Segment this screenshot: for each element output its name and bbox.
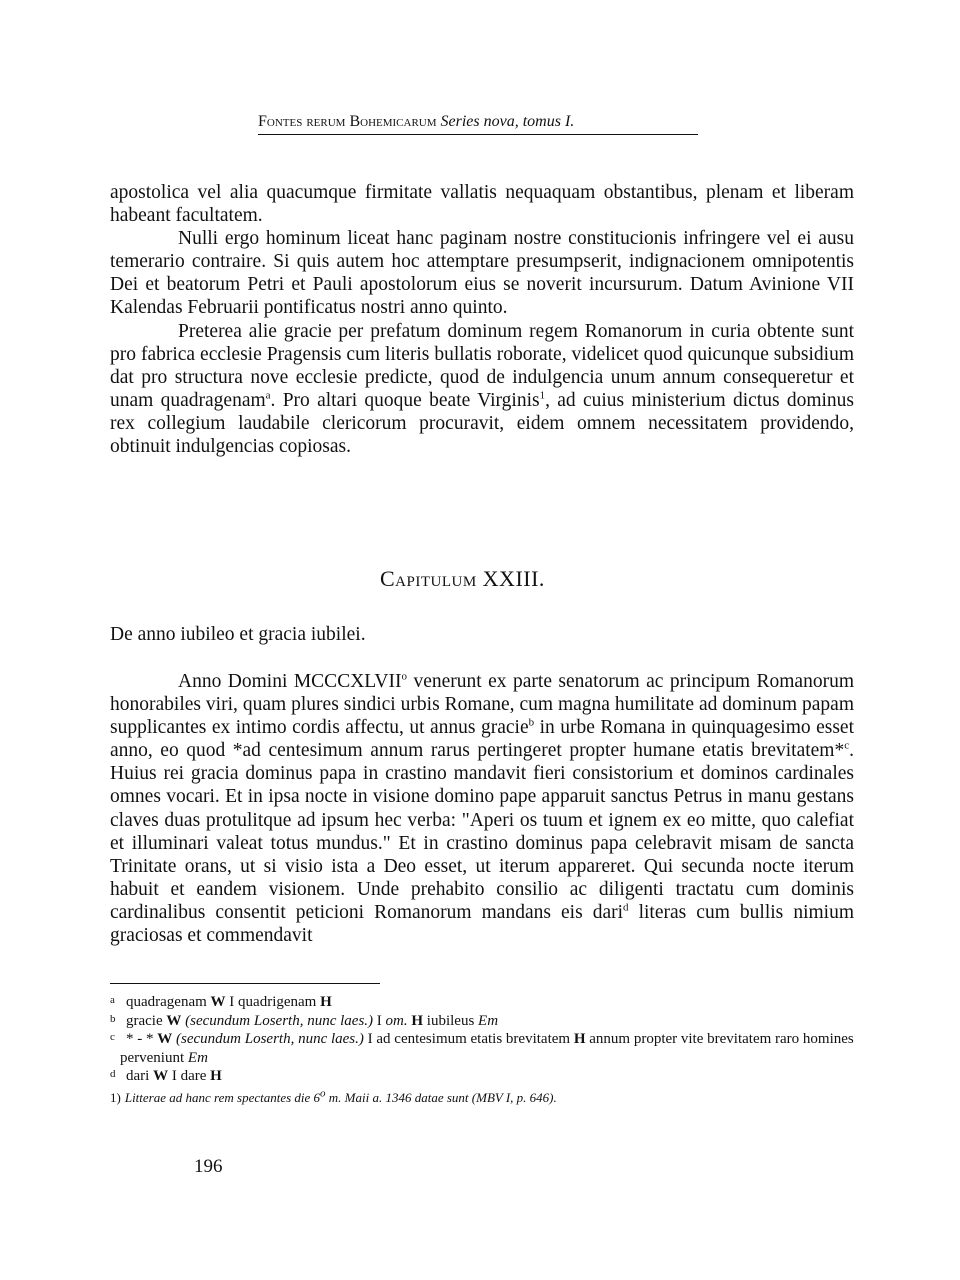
- footnote-number: 1): [110, 1089, 121, 1105]
- chapter-subtitle: De anno iubileo et gracia iubilei.: [110, 624, 366, 645]
- footnote-b: [110, 1012, 854, 1031]
- siglum: H: [573, 1031, 586, 1048]
- text-run: I dare: [168, 1068, 211, 1085]
- siglum: H: [411, 1012, 424, 1029]
- footnote-label: d: [110, 1068, 116, 1081]
- text-run: * - *: [126, 1031, 158, 1048]
- running-head-rule: [258, 134, 698, 135]
- note-marker: d: [623, 901, 629, 914]
- footnote-c: [110, 1030, 854, 1067]
- footnote-label: c: [110, 1031, 115, 1044]
- text-run: . Pro altari quoque beate Virginis: [270, 389, 540, 411]
- italic-run: (secundum Loserth, nunc laes.): [172, 1031, 364, 1048]
- running-head: [258, 112, 698, 132]
- text-run: I quadrigenam: [225, 994, 321, 1010]
- footnote-a: [110, 993, 854, 1012]
- siglum: H: [210, 1068, 222, 1085]
- text-run: Preterea alie gracie per prefatum dominum regem Romanorum in curia obtente sunt pro fabrica ecclesie Pragensis cum literis bullatis roborate, videlicet quod quicunque subsidium dat pro structura nove ecclesie predicte, quod de indulgencia unum annum consequeretur et unam quadragenam: [110, 320, 854, 411]
- text-run: annum propter vite brevitatem raro homines perveniunt: [120, 1031, 854, 1066]
- siglum: W: [166, 1012, 182, 1029]
- note-marker: c: [844, 739, 850, 752]
- text-run: I ad centesimum etatis brevitatem: [363, 1031, 574, 1048]
- text-run: venerunt ex parte senatorum ac principum Romanorum honorabiles viri, quam plures sindici urbis Romane, cum magna humilitate ad dominum papam supplicantes ex intimo cordis affectu, ut annus gracie: [110, 671, 854, 739]
- page-number: 196: [194, 1156, 223, 1177]
- text-run: apostolica vel alia quacumque firmitate vallatis nequaquam obstantibus, plenam et liberam habeant facultatem.: [110, 182, 854, 227]
- text-run: quadragenam: [126, 994, 211, 1010]
- note-marker: o: [401, 670, 407, 683]
- text-run: , ad cuius ministerium dictus dominus rex collegium laudabile clericorum procuravit, eidem omnem necessitatem providendo, obtinuit indulgencias copiosas.: [110, 389, 854, 458]
- text-run: iubileus: [423, 1012, 479, 1029]
- note-marker: o: [320, 1087, 326, 1100]
- text-run: gracie: [126, 1012, 167, 1029]
- paragraph: [110, 181, 854, 227]
- text-run: literas cum bullis nimium graciosas et commendavit: [110, 901, 854, 947]
- footnotes: [110, 993, 854, 1108]
- italic-run: (secundum Loserth, nunc laes.): [181, 1012, 374, 1029]
- paragraph: [110, 227, 854, 319]
- text-run: . Huius rei gracia dominus papa in crastino mandavit fieri consistorium et dominos cardinales omnes vocari. Et in ipsa nocte in visione domino pape apparuit sanctus Petrus in manu gestans claves duas protulitque ad ipsum hec verba: "Aperi os tuum et ignem ex eo mitte, quo calefiat et illuminari valeat totus mundus." Et in crastino dominus papa celebravit misam de sancta Trinitate orans, ut si visio ista a Deo esset, ut iterum appareret. Qui secunda nocte iterum habuit et eandem visionem. Unde prehabito consilio ac diligenti tractatu cum dominis cardinalibus consentit peticioni Romanorum mandans eis dari: [110, 740, 854, 923]
- note-marker: a: [265, 389, 271, 402]
- italic-run: Em: [478, 1012, 499, 1029]
- chapter-title: Capitulum XXIII.: [380, 566, 545, 591]
- paragraph: [110, 670, 854, 947]
- numbered-footnote-1: [110, 1089, 854, 1108]
- body-text-lower: [110, 670, 854, 947]
- running-head-volume: Series nova, tomus I.: [440, 113, 575, 130]
- running-head-series: Fontes rerum Bohemicarum: [258, 113, 437, 130]
- body-text-upper: [110, 181, 854, 458]
- text-run: Litterae ad hanc rem spectantes die 6: [124, 1089, 321, 1105]
- text-run: dari: [126, 1068, 154, 1085]
- paragraph: [110, 320, 854, 459]
- text-run: Anno Domini MCCCXLVII: [178, 671, 402, 692]
- siglum: W: [210, 994, 226, 1010]
- footnote-label: a: [110, 994, 115, 1006]
- note-marker: b: [528, 716, 535, 729]
- text-run: I: [373, 1012, 386, 1029]
- note-marker: 1: [539, 389, 546, 402]
- footnote-d: [110, 1067, 854, 1086]
- italic-run: Em: [187, 1049, 208, 1066]
- siglum: W: [153, 1068, 169, 1085]
- siglum: H: [320, 994, 332, 1010]
- text-run: Nulli ergo hominum liceat hanc paginam nostre constitucionis infringere vel ei ausu temerario contraire. Si quis autem hoc attemptare presumpserit, indignacionem omnipotentis Dei et beatorum Petri et Pauli apostolorum eius se noverit incursurum. Datum Avinione VII Kalendas Februarii pontificatus nostri anno quinto.: [110, 228, 854, 319]
- text-run: m. Maii a. 1346 datae sunt (MBV I, p. 646).: [325, 1089, 557, 1105]
- siglum: W: [157, 1031, 173, 1048]
- footnote-rule: [110, 983, 380, 984]
- italic-run: om.: [385, 1012, 408, 1029]
- footnote-label: b: [110, 1012, 116, 1025]
- text-run: in urbe Romana in quinquagesimo esset anno, eo quod *ad centesimum annum rarus pertingeret propter humane etatis brevitatem*: [110, 717, 854, 762]
